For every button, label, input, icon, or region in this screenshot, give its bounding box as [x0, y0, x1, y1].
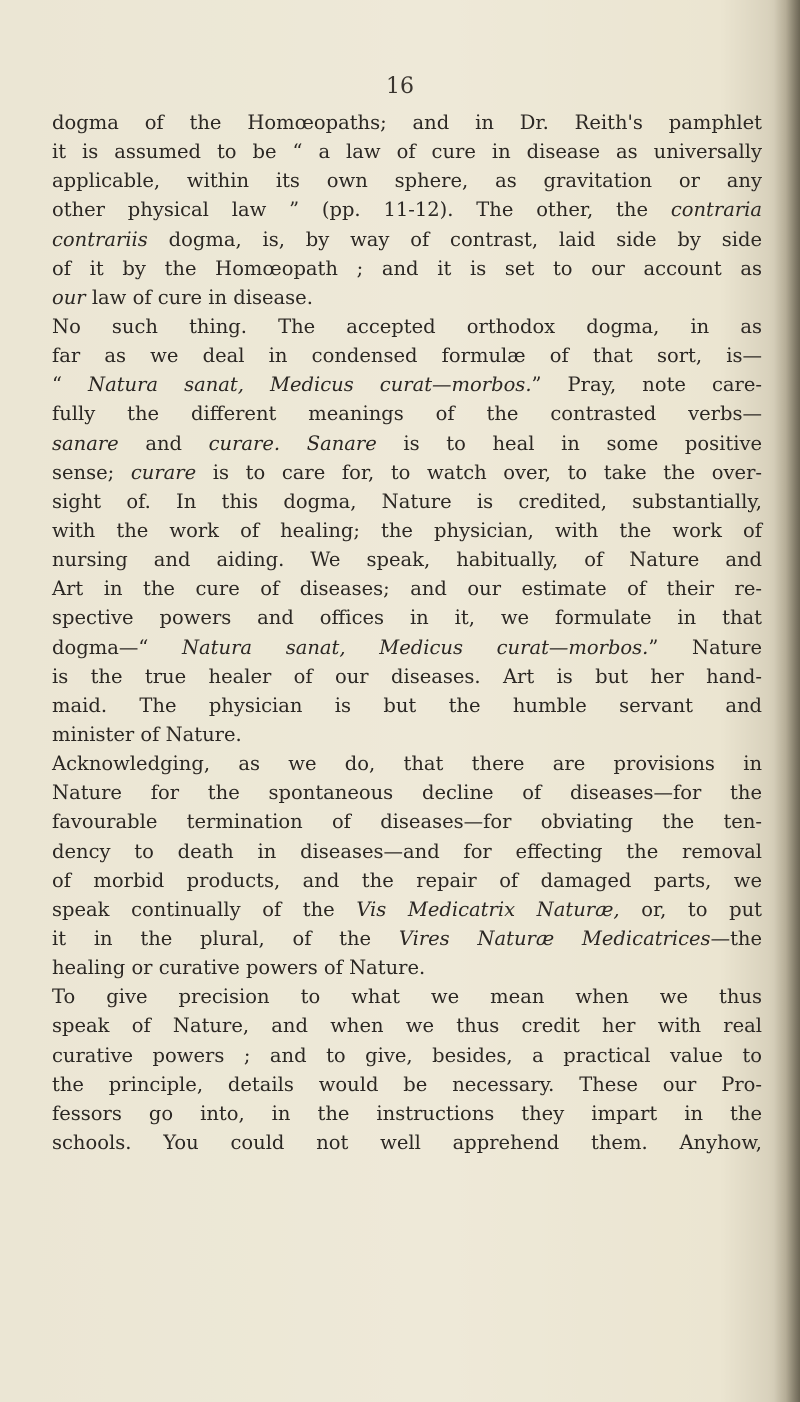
text-line: maid. The physician is but the humble servant and — [52, 693, 762, 717]
text-line: Nature for the spontaneous decline of diseases—for the — [52, 781, 762, 805]
text-line: fully the different meanings of the contrasted verbs— — [52, 402, 762, 426]
text-line: spective powers and offices in it, we formulate in that — [52, 606, 762, 630]
text-line: other physical law ” (pp. 11-12). The other, the contraria — [52, 198, 762, 222]
text-line: dogma of the Homœopaths; and in Dr. Reith's pamphlet — [52, 111, 762, 134]
text-line: sense; curare is to care for, to watch over, to take the over- — [52, 460, 763, 484]
text-line: speak of Nature, and when we thus credit her with real — [52, 1014, 762, 1038]
text-line: Acknowledging, as we do, that there are provisions in — [52, 752, 762, 776]
text-line: it is assumed to be “ a law of cure in disease as universally — [52, 140, 762, 164]
text-line: minister of Nature. — [52, 722, 242, 746]
text-line: No such thing. The accepted orthodox dogma, in as — [52, 314, 762, 338]
text-line: Art in the cure of diseases; and our estimate of their re- — [52, 577, 762, 601]
text-line: nursing and aiding. We speak, habitually, of Nature and — [52, 548, 762, 572]
page-number: 16 — [386, 74, 414, 99]
text-line: sanare and curare. Sanare is to heal in some positive — [52, 431, 762, 455]
text-line: sight of. In this dogma, Nature is credited, substantially, — [52, 489, 762, 513]
body-text — [52, 108, 762, 1157]
text-line: it in the plural, of the Vires Naturæ Medicatrices—the — [52, 926, 762, 950]
text-line: fessors go into, in the instructions they impart in the — [52, 1101, 762, 1125]
text-line: “ Natura sanat, Medicus curat—morbos.” Pray, note care- — [52, 373, 763, 397]
text-line: of morbid products, and the repair of damaged parts, we — [52, 868, 762, 892]
text-line: curative powers ; and to give, besides, a practical value to — [52, 1043, 762, 1067]
text-line: To give precision to what we mean when we thus — [52, 985, 762, 1009]
text-line: favourable termination of diseases—for obviating the ten- — [52, 810, 762, 834]
text-line: of it by the Homœopath ; and it is set to our account as — [52, 256, 762, 280]
text-line: far as we deal in condensed formulæ of that sort, is— — [52, 344, 762, 368]
text-line: contrariis dogma, is, by way of contrast, laid side by side — [52, 227, 762, 251]
text-line: dency to death in diseases—and for effecting the removal — [52, 839, 762, 863]
text-line: is the true healer of our diseases. Art is but her hand- — [52, 664, 762, 688]
text-line: applicable, within its own sphere, as gravitation or any — [52, 169, 762, 193]
text-line: schools. You could not well apprehend them. Anyhow, — [52, 1130, 762, 1154]
text-line: dogma—“ Natura sanat, Medicus curat—morbos.” Nature — [52, 635, 762, 659]
text-line: healing or curative powers of Nature. — [52, 956, 426, 980]
text-line: speak continually of the Vis Medicatrix Naturæ, or, to put — [52, 897, 762, 921]
text-line: with the work of healing; the physician, with the work of — [52, 518, 762, 542]
page-edge-shadow — [774, 0, 800, 1402]
text-line: our law of cure in disease. — [52, 285, 313, 309]
text-line: the principle, details would be necessary. These our Pro- — [52, 1072, 762, 1096]
